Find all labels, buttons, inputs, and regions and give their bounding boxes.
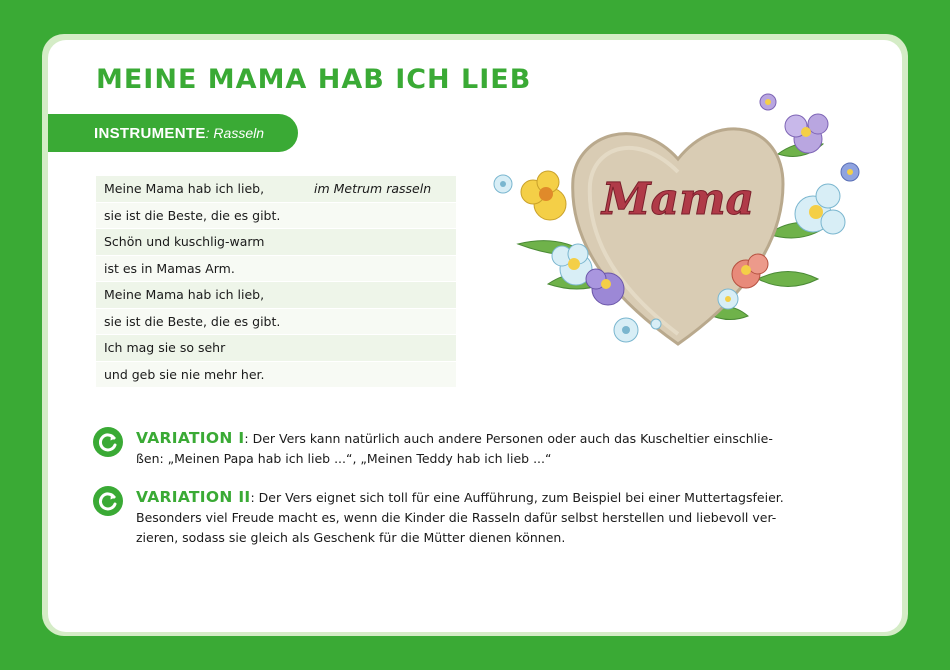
verse-line: Meine Mama hab ich lieb,: [104, 181, 265, 197]
verse-row: [96, 256, 456, 282]
variation-line: Besonders viel Freude macht es, wenn die Kinder die Rasseln dafür selbst herstellen und liebevoll ver-: [136, 510, 777, 525]
variation-heading: VARIATION I: [136, 429, 245, 447]
verse-line: sie ist die Beste, die es gibt.: [104, 313, 281, 329]
instruments-value: : Rasseln: [205, 125, 264, 141]
verse-row: [96, 309, 456, 335]
verse-row: [96, 282, 456, 308]
verse-note: im Metrum rasseln: [314, 181, 432, 197]
heart-flowers-illustration: [478, 84, 878, 364]
verse-row: [96, 335, 456, 361]
verse-line: und geb sie nie mehr her.: [104, 366, 265, 382]
heart-cookie: [573, 129, 783, 344]
verse-line: sie ist die Beste, die es gibt.: [104, 207, 281, 223]
verse-line: ist es in Mamas Arm.: [104, 260, 235, 276]
verse-row: [96, 203, 456, 229]
heart-text: Mama: [601, 174, 755, 225]
variation-line: zieren, sodass sie gleich als Geschenk für die Mütter dienen können.: [136, 530, 566, 545]
verse-line: Schön und kuschlig-warm: [104, 234, 265, 250]
verse-line: Ich mag sie so sehr: [104, 340, 226, 356]
variation-line: : Der Vers kann natürlich auch andere Personen oder auch das Kuscheltier einschlie-: [244, 431, 773, 446]
verse-line: Meine Mama hab ich lieb,: [104, 287, 265, 303]
verse-row: [96, 362, 456, 388]
variation-line: ßen: „Meinen Papa hab ich lieb ...“, „Meinen Teddy hab ich lieb ...“: [136, 451, 552, 466]
variation-line: : Der Vers eignet sich toll für eine Aufführung, zum Beispiel bei einer Muttertagsfeier.: [250, 490, 784, 505]
repeat-icon: [92, 426, 124, 458]
verse-row: [96, 229, 456, 255]
verse-table: [96, 176, 456, 388]
instruments-label: INSTRUMENTE: [94, 124, 206, 142]
blue-flower-right: [795, 184, 845, 234]
repeat-icon: [92, 485, 124, 517]
instruments-bar: [48, 114, 298, 152]
variation-2: [92, 487, 792, 548]
page-title: MEINE MAMA HAB ICH LIEB: [96, 64, 532, 95]
variation-1: [92, 428, 792, 469]
yellow-flower: [521, 171, 566, 220]
variation-heading: VARIATION II: [136, 488, 251, 506]
verse-row: [96, 176, 456, 202]
